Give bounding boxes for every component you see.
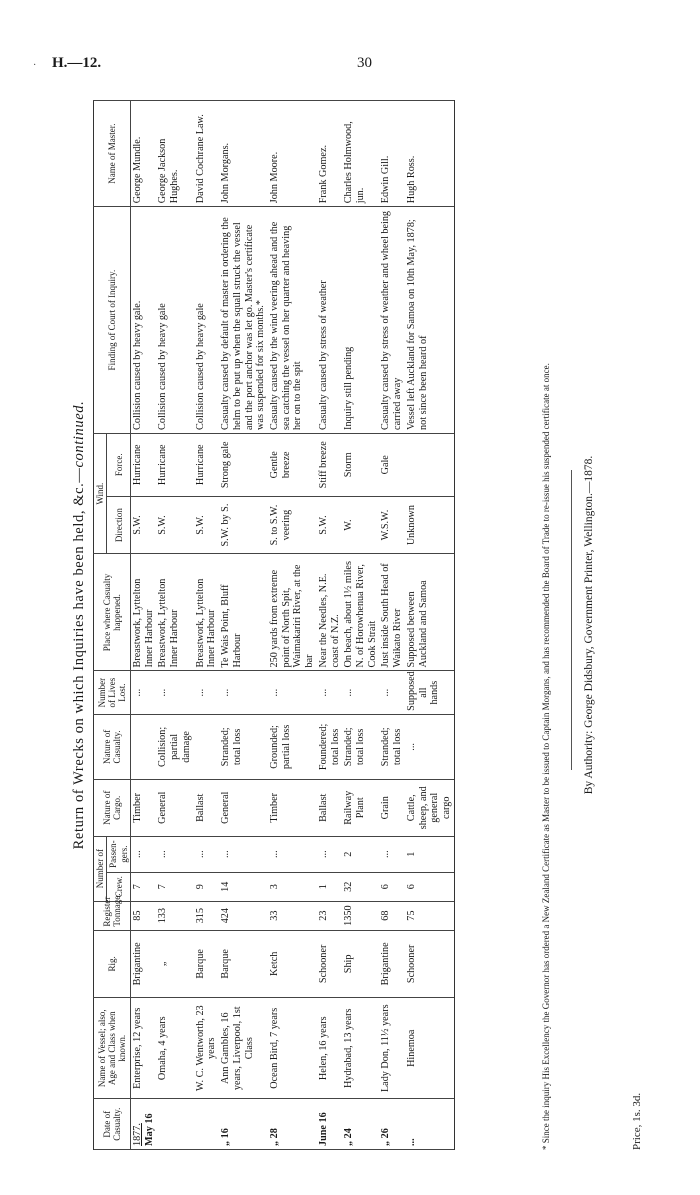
cell-tonnage: 85 [131, 901, 157, 930]
cell-vessel: W. C. Wentworth, 23 years [194, 998, 219, 1099]
title-continued: continued. [71, 400, 87, 468]
cell-direction: S.W. [131, 496, 157, 554]
col-rig: Rig. [94, 930, 131, 998]
cell-crew: 7 [156, 872, 193, 901]
cell-cargo: Timber [131, 779, 157, 836]
cell-place: Supposed between Auckland and Samoa [405, 554, 454, 671]
authority-line: By Authority: George Didsbury, Government Printer, Wellington.—1878. [583, 455, 595, 795]
cell-lives: ... [156, 671, 193, 714]
col-vessel: Name of Vessel; also, Age and Class when known. [94, 998, 131, 1099]
cell-cargo: Timber [268, 779, 317, 836]
cell-vessel: Ocean Bird, 7 years [268, 998, 317, 1099]
cell-place: Breastwork, Lyttelton Inner Harbour [194, 554, 219, 671]
table-row [342, 101, 379, 1150]
table-row [379, 101, 404, 1150]
cell-direction: W. [342, 496, 379, 554]
cell-finding: Collision caused by heavy gale. [131, 207, 157, 434]
cell-vessel: Omaha, 4 years [156, 998, 193, 1099]
cell-crew: 9 [194, 872, 219, 901]
cell-vessel: Lady Don, 11½ years [379, 998, 404, 1099]
cell-tonnage: 315 [194, 901, 219, 930]
cell-place: On beach, about 1½ miles N. of Horowhenua River, Cook Strait [342, 554, 379, 671]
cell-finding: Casualty caused by stress of weather [317, 207, 342, 434]
cell-finding: Casualty caused by default of master in ordering the helm to be put up when the squall struck the vessel and the port anchor was let go. Master's certificate was suspended for six months.* [219, 207, 268, 434]
cell-master: Charles Holmwood, jun. [342, 101, 379, 207]
cell-crew: 7 [131, 872, 157, 901]
col-casualty: Nature of Casualty. [94, 714, 131, 779]
col-tonnage: Register Tonnage. [94, 901, 131, 930]
cell-cargo: Ballast [194, 779, 219, 836]
cell-vessel: Ann Gambles, 16 years, Liverpool, 1st Class [219, 998, 268, 1099]
col-number-of: Number of [94, 836, 107, 901]
cell-tonnage: 68 [379, 901, 404, 930]
page-title [71, 100, 88, 1150]
price: Price, 1s. 3d. [631, 1092, 643, 1150]
cell-date [131, 1099, 157, 1150]
cell-direction: S.W. [194, 496, 219, 554]
col-master: Name of Master. [94, 101, 131, 207]
cell-place: 250 yards from extreme point of North Spit, Waimakariri River, at the bar [268, 554, 317, 671]
cell-rig: „ [156, 930, 193, 998]
table-row [156, 101, 193, 1150]
cell-rig: Brigantine [131, 930, 157, 998]
cell-master: Edwin Gill. [379, 101, 404, 207]
cell-lives: ... [131, 671, 157, 714]
divider-rule [571, 470, 572, 770]
col-passengers: Passen-gers. [107, 836, 131, 872]
col-date: Date of Casualty. [94, 1099, 131, 1150]
col-lives-lost: Number of Lives Lost. [94, 671, 131, 714]
cell-rig: Ketch [268, 930, 317, 998]
cell-date-value: ... [405, 1138, 417, 1146]
cell-crew: 1 [317, 872, 342, 901]
document-code: H.—12. [52, 55, 102, 71]
cell-direction: Unknown [405, 496, 454, 554]
cell-date [268, 1099, 317, 1150]
footnote: * Since the inquiry His Excellency the Governor has ordered a New Zealand Certificate as Master to be issued to Captain Morgans, and has recommended the Board of Trade to re-issue his suspended certificate at once. [541, 363, 551, 1150]
cell-casualty [194, 714, 219, 779]
cell-crew: 6 [379, 872, 404, 901]
cell-lives: ... [379, 671, 404, 714]
cell-passengers: ... [379, 836, 404, 872]
cell-vessel: Hinemoa [405, 998, 454, 1099]
cell-crew: 6 [405, 872, 454, 901]
cell-cargo: General [219, 779, 268, 836]
cell-master: Hugh Ross. [405, 101, 454, 207]
cell-date [156, 1099, 193, 1150]
cell-place: Near the Needles, N.E. coast of N.Z. [317, 554, 342, 671]
margin-mark: · [33, 60, 37, 71]
cell-rig: Schooner [405, 930, 454, 998]
cell-force: Gale [379, 433, 404, 496]
cell-force: Hurricane [194, 433, 219, 496]
cell-year: 1877. [132, 1123, 144, 1146]
cell-date-value: May 16 [143, 1113, 155, 1146]
cell-rig: Brigantine [379, 930, 404, 998]
cell-master: George Jackson Hughes. [156, 101, 193, 207]
cell-vessel: Enterprise, 12 years [131, 998, 157, 1099]
col-crew: Crew. [107, 872, 131, 901]
cell-vessel: Hydrabad, 13 years [342, 998, 379, 1099]
cell-crew: 32 [342, 872, 379, 901]
rotated-page [71, 100, 651, 1150]
cell-cargo: Ballast [317, 779, 342, 836]
cell-date [379, 1099, 404, 1150]
cell-place: Te Wais Point, Bluff Harbour [219, 554, 268, 671]
cell-date-value: „ 16 [220, 1128, 232, 1146]
cell-tonnage: 75 [405, 901, 454, 930]
cell-lives: ... [317, 671, 342, 714]
cell-force: Gentle breeze [268, 433, 317, 496]
cell-direction: S. to S.W. veering [268, 496, 317, 554]
table-row [131, 101, 157, 1150]
cell-passengers: ... [131, 836, 157, 872]
table-row [405, 101, 454, 1150]
cell-master: John Moore. [268, 101, 317, 207]
cell-casualty: Collision; partial damage [156, 714, 193, 779]
cell-direction: S.W. by S. [219, 496, 268, 554]
cell-passengers: 2 [342, 836, 379, 872]
col-force: Force. [107, 433, 131, 496]
cell-force [405, 433, 454, 496]
cell-cargo: Grain [379, 779, 404, 836]
cell-passengers: ... [317, 836, 342, 872]
cell-place: Just inside South Head of Waikato River [379, 554, 404, 671]
cell-date-value: June 16 [317, 1112, 329, 1146]
cell-date-value: „ 24 [343, 1128, 355, 1146]
title-text: Return of Wrecks on which Inquiries have been held, &c.— [71, 467, 87, 850]
cell-finding: Casualty caused by the wind veering ahead and the sea catching the vessel on her quarter and heaving her on to the spit [268, 207, 317, 434]
cell-direction: S.W. [156, 496, 193, 554]
cell-date-value: „ 26 [380, 1128, 392, 1146]
cell-finding: Casualty caused by stress of weather and wheel being carried away [379, 207, 404, 434]
table-row [219, 101, 268, 1150]
cell-date [342, 1099, 379, 1150]
cell-force: Hurricane [131, 433, 157, 496]
cell-vessel: Helen, 16 years [317, 998, 342, 1099]
cell-casualty: ... [405, 714, 454, 779]
cell-passengers: ... [219, 836, 268, 872]
cell-date [317, 1099, 342, 1150]
cell-force: Stiff breeze [317, 433, 342, 496]
cell-rig: Ship [342, 930, 379, 998]
cell-finding: Vessel left Auckland for Samoa on 10th May, 1878; not since been heard of [405, 207, 454, 434]
cell-force: Strong gale [219, 433, 268, 496]
cell-date [194, 1099, 219, 1150]
cell-force: Storm [342, 433, 379, 496]
cell-rig: Barque [194, 930, 219, 998]
header-row [94, 101, 107, 1150]
cell-date-value: „ 28 [268, 1128, 280, 1146]
cell-lives: ... [194, 671, 219, 714]
cell-finding: Collision caused by heavy gale [194, 207, 219, 434]
table-row [194, 101, 219, 1150]
cell-master: Frank Gomez. [317, 101, 342, 207]
cell-passengers: ... [268, 836, 317, 872]
cell-direction: W.S.W. [379, 496, 404, 554]
cell-direction: S.W. [317, 496, 342, 554]
cell-tonnage: 23 [317, 901, 342, 930]
cell-place: Breastwork, Lyttelton Inner Harbour [131, 554, 157, 671]
table-body [131, 101, 455, 1150]
cell-rig: Schooner [317, 930, 342, 998]
cell-cargo: General [156, 779, 193, 836]
cell-casualty: Grounded; partial loss [268, 714, 317, 779]
col-cargo: Nature of Cargo. [94, 779, 131, 836]
col-finding: Finding of Court of Inquiry. [94, 207, 131, 434]
cell-force: Hurricane [156, 433, 193, 496]
cell-tonnage: 33 [268, 901, 317, 930]
cell-date [405, 1099, 454, 1150]
cell-passengers: ... [156, 836, 193, 872]
cell-casualty: Stranded; total loss [342, 714, 379, 779]
cell-finding: Collision caused by heavy gale [156, 207, 193, 434]
cell-crew: 3 [268, 872, 317, 901]
cell-passengers: 1 [405, 836, 454, 872]
table-row [317, 101, 342, 1150]
cell-date [219, 1099, 268, 1150]
cell-rig: Barque [219, 930, 268, 998]
cell-casualty: Stranded; total loss [379, 714, 404, 779]
col-place: Place where Casualty happened. [94, 554, 131, 671]
cell-lives: ... [342, 671, 379, 714]
cell-cargo: Railway Plant [342, 779, 379, 836]
cell-crew: 14 [219, 872, 268, 901]
table-row [268, 101, 317, 1150]
wrecks-table [93, 100, 455, 1150]
cell-casualty: Foundered; total loss [317, 714, 342, 779]
cell-finding: Inquiry still pending [342, 207, 379, 434]
cell-casualty: Stranded; total loss [219, 714, 268, 779]
page-number: 30 [357, 55, 372, 71]
col-direction: Direction [107, 496, 131, 554]
cell-passengers: ... [194, 836, 219, 872]
cell-master: David Cochrane Law. [194, 101, 219, 207]
cell-place: Breastwork, Lyttelton Inner Harbour [156, 554, 193, 671]
cell-tonnage: 133 [156, 901, 193, 930]
cell-master: George Mundle. [131, 101, 157, 207]
cell-casualty [131, 714, 157, 779]
cell-tonnage: 424 [219, 901, 268, 930]
col-wind: Wind. [94, 433, 107, 554]
cell-lives: ... [219, 671, 268, 714]
cell-lives: ... [268, 671, 317, 714]
cell-cargo: Cattle, sheep, and general cargo [405, 779, 454, 836]
cell-lives: Supposed all hands [405, 671, 454, 714]
cell-tonnage: 1350 [342, 901, 379, 930]
cell-master: John Morgans. [219, 101, 268, 207]
